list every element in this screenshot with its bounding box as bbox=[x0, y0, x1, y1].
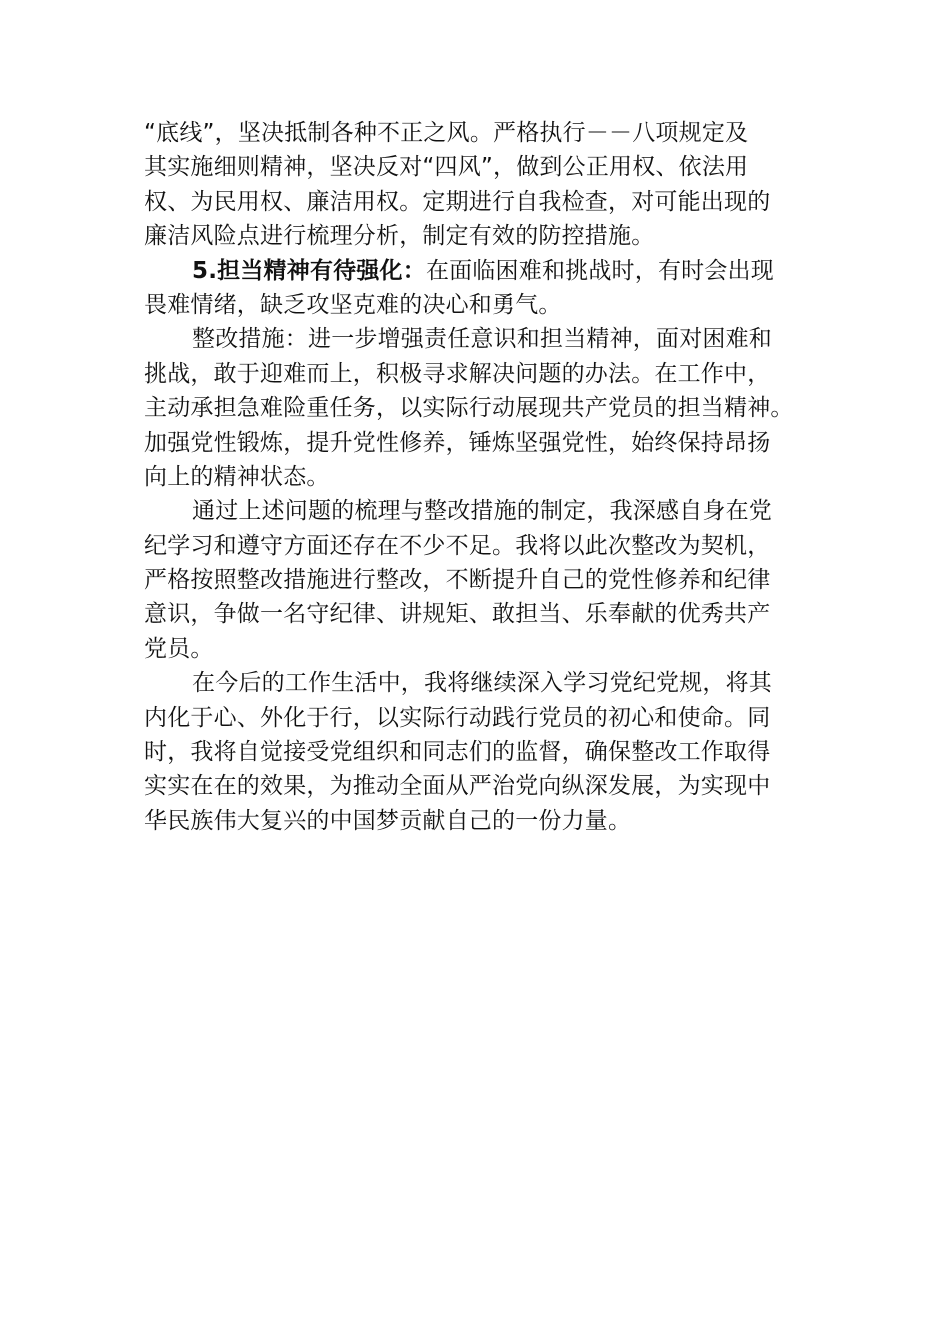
document-body bbox=[144, 116, 809, 838]
paragraph-reflection bbox=[144, 494, 809, 666]
paragraph-responsibility-issue bbox=[144, 254, 809, 323]
text-fragment: 在面临困难和挑战时，有时会出现 bbox=[425, 257, 774, 284]
paragraph-conclusion bbox=[144, 666, 809, 838]
text-line: 意识，争做一名守纪律、讲规矩、敢担当、乐奉献的优秀共产 bbox=[144, 601, 771, 628]
text-line: 畏难情绪，缺乏攻坚克难的决心和勇气。 bbox=[144, 291, 562, 318]
text-line: 内化于心、外化于行，以实际行动践行党员的初心和使命。同 bbox=[144, 704, 771, 731]
text-line: “底线”，坚决抵制各种不正之风。严格执行－－八项规定及 bbox=[144, 120, 749, 146]
text-line: 挑战，敢于迎难而上，积极寻求解决问题的办法。在工作中， bbox=[144, 360, 771, 387]
paragraph-bottom-line bbox=[144, 116, 809, 254]
text-line: 实实在在的效果，为推动全面从严治党向纵深发展，为实现中 bbox=[144, 773, 771, 800]
text-line: 纪学习和遵守方面还存在不少不足。我将以此次整改为契机， bbox=[144, 532, 771, 559]
text-line: 时，我将自觉接受党组织和同志们的监督，确保整改工作取得 bbox=[144, 739, 771, 766]
text-line: 在今后的工作生活中，我将继续深入学习党纪党规，将其 bbox=[192, 670, 772, 697]
text-line: 严格按照整改措施进行整改，不断提升自己的党性修养和纪律 bbox=[144, 567, 771, 594]
text-line bbox=[144, 254, 809, 288]
text-line: 主动承担急难险重任务，以实际行动展现共产党员的担当精神。 bbox=[144, 395, 794, 422]
text-line: 党员。 bbox=[144, 635, 214, 662]
text-line: 通过上述问题的梳理与整改措施的制定，我深感自身在党 bbox=[192, 498, 772, 525]
text-line: 权、为民用权、廉洁用权。定期进行自我检查，对可能出现的 bbox=[144, 188, 771, 215]
text-line: 整改措施：进一步增强责任意识和担当精神，面对困难和 bbox=[192, 326, 772, 353]
text-line: 华民族伟大复兴的中国梦贡献自己的一份力量。 bbox=[144, 807, 632, 834]
section-heading: 5.担当精神有待强化： bbox=[192, 257, 426, 284]
text-line: 加强党性锻炼，提升党性修养，锤炼坚强党性，始终保持昂扬 bbox=[144, 429, 771, 456]
text-line: 廉洁风险点进行梳理分析，制定有效的防控措施。 bbox=[144, 223, 655, 250]
paragraph-rectification-measures bbox=[144, 322, 809, 494]
text-line: 向上的精神状态。 bbox=[144, 463, 330, 490]
text-line: 其实施细则精神，坚决反对“四风”，做到公正用权、依法用 bbox=[144, 154, 749, 181]
